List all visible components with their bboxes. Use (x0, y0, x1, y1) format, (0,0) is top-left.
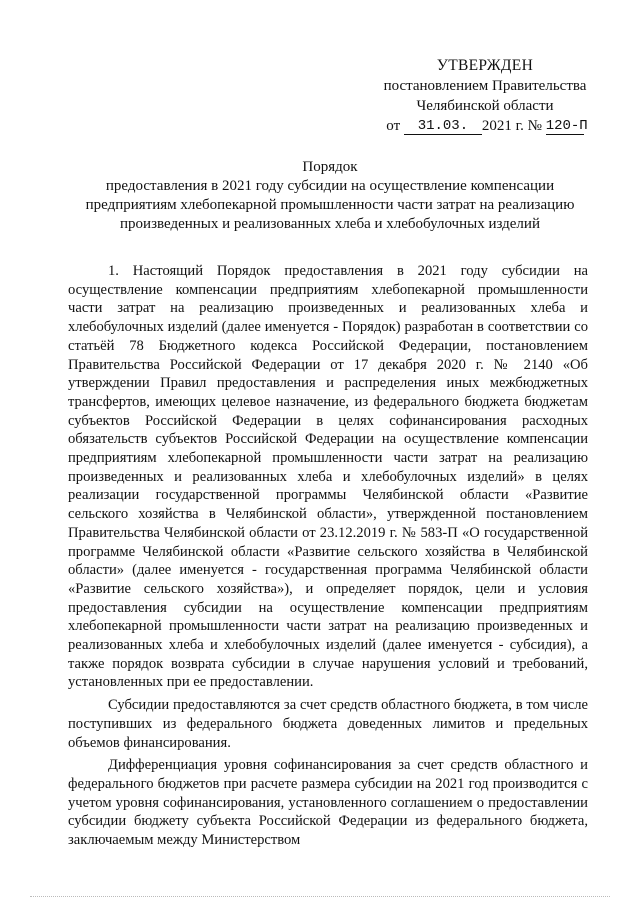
approval-title: УТВЕРЖДЕН (436, 57, 534, 74)
document-subtitle: предоставления в 2021 году субсидии на осуществление компенсации предприятиям хлебопекарной промышленности части затрат на реализацию произведенных и реализованных хлеба и хлебобулочных изделий (85, 178, 575, 232)
approval-from-label: от (386, 118, 401, 134)
document-heading (70, 158, 590, 234)
approval-year-text: 2021 г. № (481, 118, 542, 134)
document-title: Порядок (302, 159, 358, 175)
paragraph-3: Дифференциация уровня софинансирования за счет средств областного и федерального бюджетов при расчете размера субсидии на 2021 год производится с учетом уровня софинансирования, установленного соглашением о предоставлении субсидии бюджету субъекта Российской Федерации из федерального бюджета, заключаемым между Министерством (68, 757, 588, 849)
scan-edge-divider (30, 896, 610, 898)
approval-line-1: постановлением Правительства (383, 78, 587, 94)
paragraph-1: 1. Настоящий Порядок предоставления в 2021 году субсидии на осуществление компенсации предприятиям хлебопекарной промышленности части затрат на реализацию произведенных и реализованных хлеба и хлебобулочных изделий (далее именуется - Порядок) разработан в соответствии со статьёй 78 Бюджетного кодекса Российской Федерации, постановлением Правительства Российской Федерации от 17 декабря 2020 г. № 2140 «Об утверждении Правил предоставления и распределения иных межбюджетных трансфертов, имеющих целевое назначение, из федерального бюджета бюджетам субъектов Российской Федерации в целях софинансирования расходных обязательств субъектов Российской Федерации на осуществление компенсации предприятиям хлебопекарной промышленности части затрат на реализацию произведенных и реализованных хлеба и хлебобулочных изделий» в целях реализации государственной программы Челябинской области «Развитие сельского хозяйства в Челябинской области», утвержденной постановлением Правительства Челябинской области от 23.12.2019 г. № 583-П «О государственной программе Челябинской области «Развитие сельского хозяйства в Челябинской области» (далее именуется - государственная программа Челябинской области «Развитие сельского хозяйства»), и определяет порядок, цели и условия предоставления субсидии на осуществление компенсации предприятиям хлебопекарной промышленности части затрат на реализацию произведенных и реализованных хлеба и хлебобулочных изделий (далее именуется - субсидия), а также порядок возврата субсидии в случае нарушения условий и требований, установленных при ее предоставлении. (68, 263, 588, 691)
document-body (68, 262, 588, 850)
approval-stamp (360, 56, 610, 136)
approval-date-line (360, 116, 610, 136)
paragraph-2: Субсидии предоставляются за счет средств областного бюджета, в том числе поступивших из федерального бюджета доведенных лимитов и предельных объемов финансирования. (68, 697, 588, 751)
approval-line-2: Челябинской области (416, 98, 554, 114)
approval-date: 31.03. (404, 118, 482, 135)
approval-number: 120-П (545, 118, 588, 134)
